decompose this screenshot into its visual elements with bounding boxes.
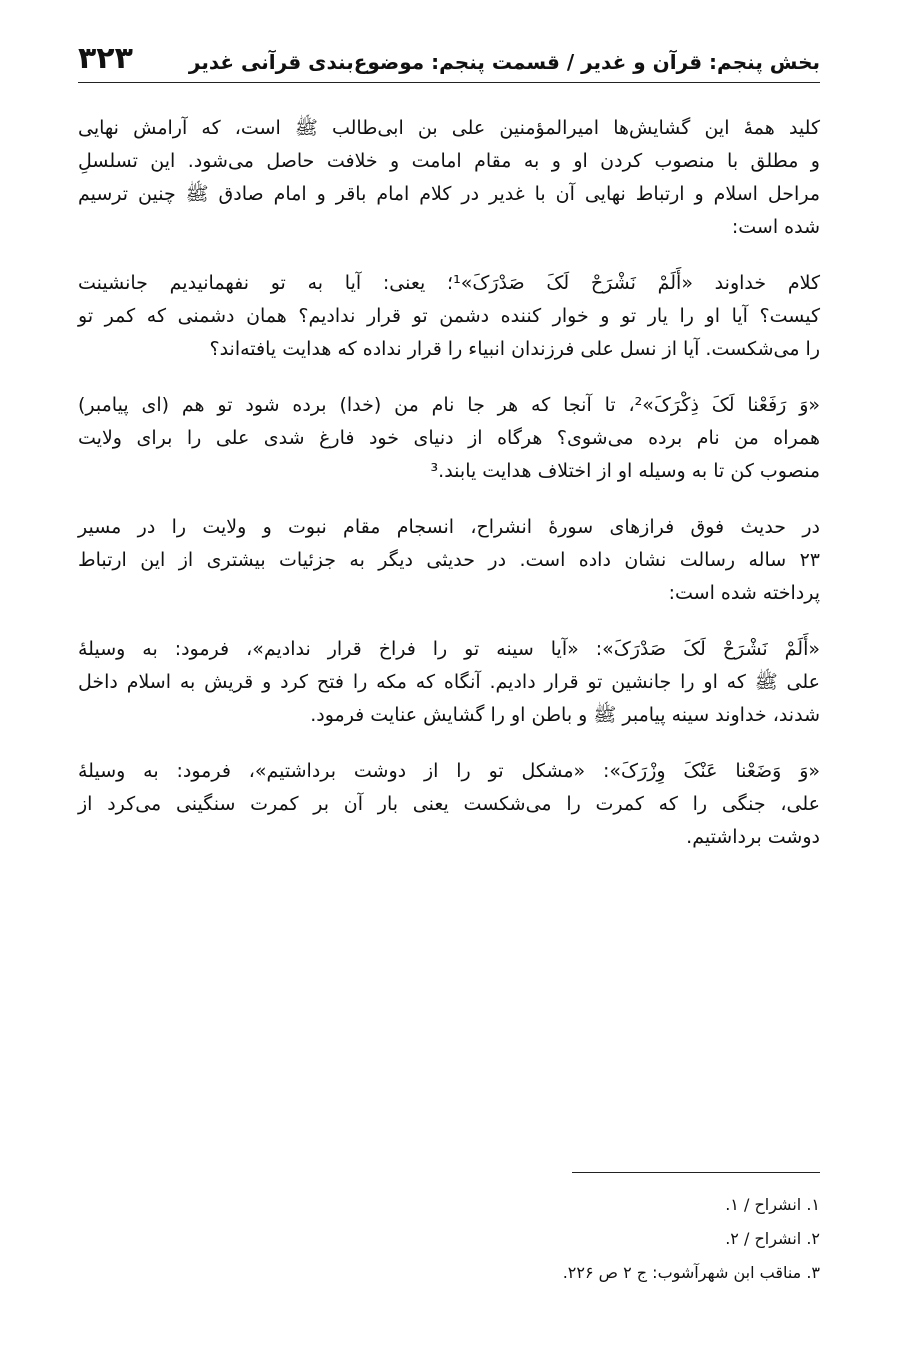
text-line: منصوب کن تا به وسیله او از اختلاف هدایت یابند.³ bbox=[430, 460, 820, 482]
text-line: و مطلق با منصوب کردن او و به مقام امامت و خلافت حاصل می‌شود. این تسلسلِ bbox=[78, 150, 820, 172]
text-line: را می‌شکست. آیا از نسل علی فرزندان انبیاء را قرار نداده که هدایت یافته‌اند؟ bbox=[209, 338, 820, 360]
text-line: دوشت برداشتیم. bbox=[686, 826, 820, 848]
text-line: «أَلَمْ نَشْرَحْ لَکَ صَدْرَکَ»: «آیا سینه تو را فراخ قرار ندادیم»، فرمود: به وسیلهٔ bbox=[78, 638, 820, 660]
paragraph bbox=[78, 267, 820, 366]
text-line: شده است: bbox=[731, 216, 820, 238]
text-line: «وَ رَفَعْنا لَکَ ذِکْرَکَ»²، تا آنجا که هر جا نام من (خدا) برده شود تو هم (ای پیامبر) bbox=[78, 394, 820, 416]
footnotes bbox=[78, 1188, 820, 1290]
body-text bbox=[78, 112, 820, 877]
paragraph bbox=[78, 511, 820, 610]
text-line: علی، جنگی را که کمرت را می‌شکست یعنی بار آن بر کمرت سنگینی می‌کرد از bbox=[78, 793, 820, 815]
paragraph bbox=[78, 389, 820, 488]
footnote-divider bbox=[572, 1172, 820, 1173]
text-line: همراه من نام برده می‌شوی؟ هرگاه از دنیای خود فارغ شدی علی را برای ولایت bbox=[78, 427, 820, 449]
running-header bbox=[78, 34, 820, 74]
book-page bbox=[78, 0, 820, 1345]
paragraph bbox=[78, 112, 820, 244]
text-line: شدند، خداوند سینه پیامبر ﷺ و باطن او را گشایش عنایت فرمود. bbox=[310, 704, 820, 726]
footnote-item: ۳. مناقب ابن شهرآشوب: ج ۲ ص ۲۲۶. bbox=[562, 1263, 820, 1282]
paragraph bbox=[78, 633, 820, 732]
text-line: در حدیث فوق فرازهای سورهٔ انشراح، انسجام مقام نبوت و ولایت را در مسیر bbox=[78, 516, 820, 538]
page-number: ۳۲۳ bbox=[78, 41, 133, 76]
footnote-item: ۲. انشراح / ۲. bbox=[725, 1229, 820, 1248]
footnote-item: ۱. انشراح / ۱. bbox=[725, 1195, 820, 1214]
running-header-title: بخش پنجم: قرآن و غدیر / قسمت پنجم: موضوع‌بندی قرآنی غدیر bbox=[188, 50, 820, 74]
text-line: کلام خداوند «أَلَمْ نَشْرَحْ لَکَ صَدْرَکَ»¹؛ یعنی: آیا به تو نفهمانیدیم جانشینت bbox=[78, 272, 820, 294]
text-line: ۲۳ ساله رسالت نشان داده است. در حدیثی دیگر به جزئیات بیشتری از این ارتباط bbox=[78, 549, 820, 571]
text-line: «وَ وَضَعْنا عَنْکَ وِزْرَکَ»: «مشکل تو را از دوشت برداشتیم»، فرمود: به وسیلهٔ bbox=[78, 760, 820, 782]
text-line: کیست؟ آیا او را یار تو و خوار کننده دشمن تو قرار ندادیم؟ همان دشمنی که کمر تو bbox=[78, 305, 820, 327]
paragraph bbox=[78, 755, 820, 854]
text-line: کلید همهٔ این گشایش‌ها امیرالمؤمنین علی بن ابی‌طالب ﷺ است، که آرامش نهایی bbox=[78, 117, 820, 139]
text-line: علی ﷺ که او را جانشین تو قرار دادیم. آنگاه که مکه را فتح کرد و قریش به اسلام داخل bbox=[78, 671, 820, 693]
text-line: مراحل اسلام و ارتباط نهایی آن با غدیر در کلام امام باقر و امام صادق ﷺ چنین ترسیم bbox=[78, 183, 820, 205]
text-line: پرداخته شده است: bbox=[668, 582, 820, 604]
header-divider bbox=[78, 82, 820, 83]
